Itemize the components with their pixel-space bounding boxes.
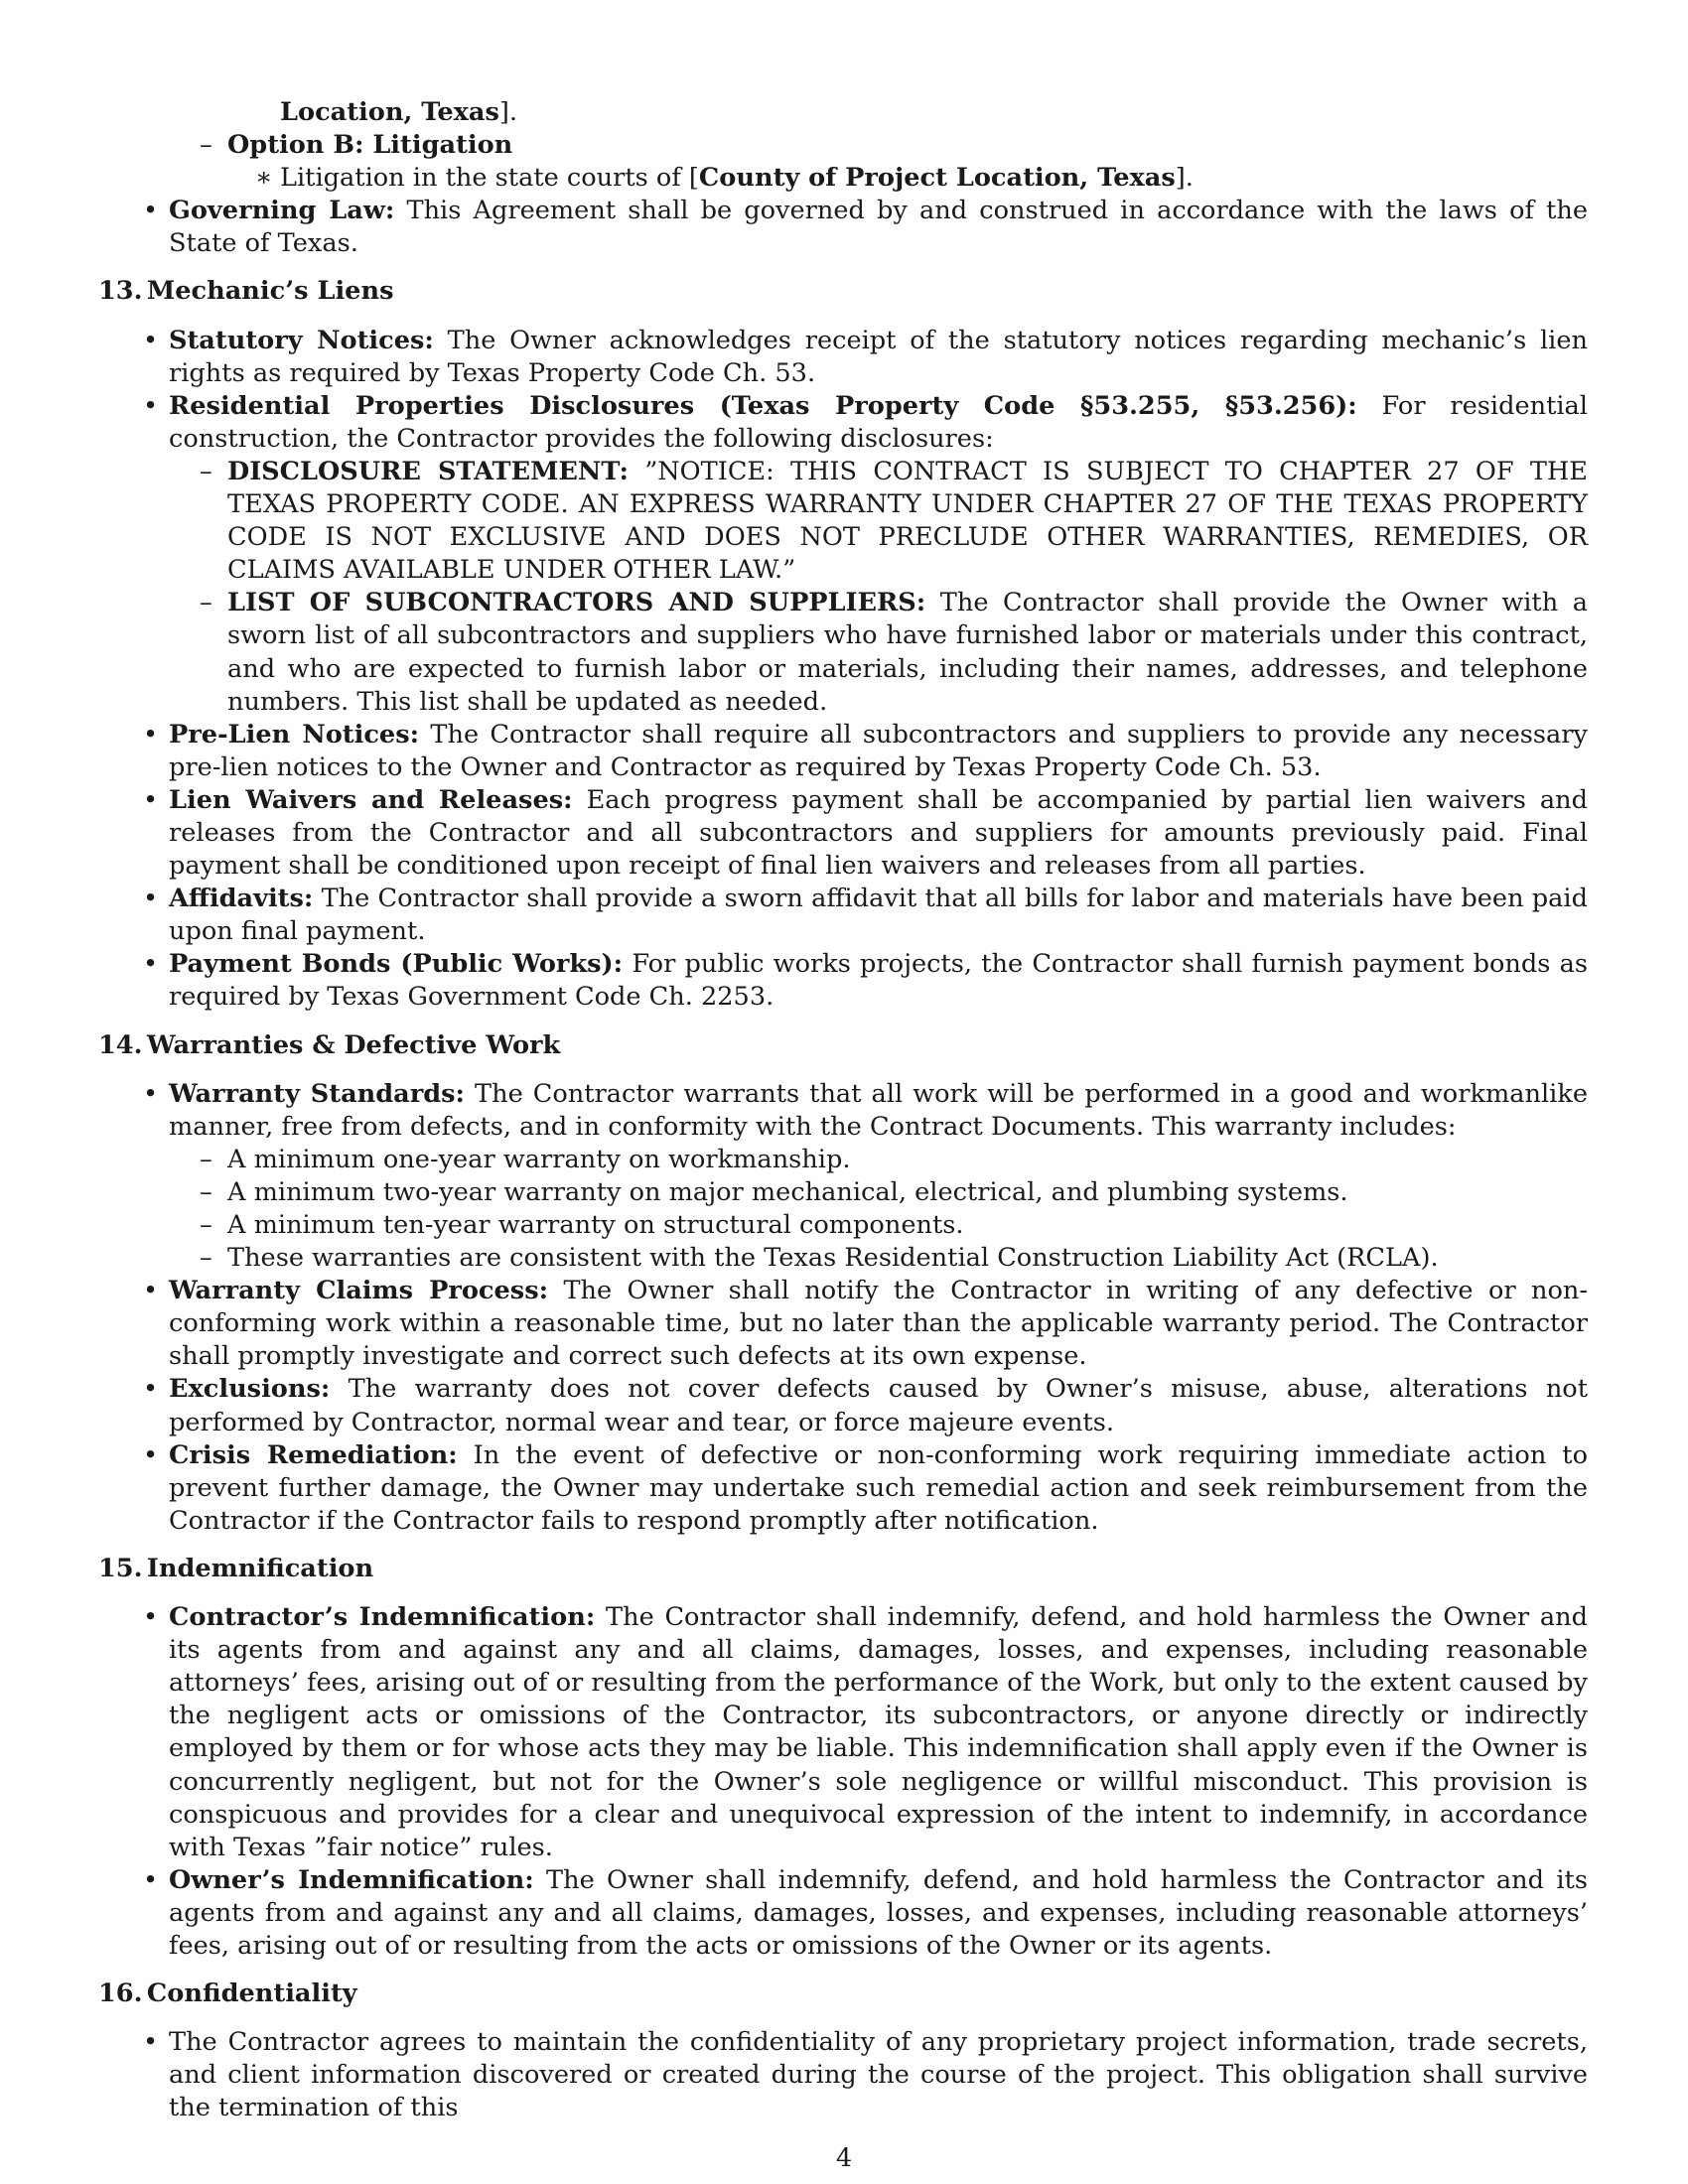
bullet-marker: • [143, 390, 159, 421]
item-label: Warranty Claims Process: [169, 1276, 549, 1306]
bullet-marker: • [143, 196, 159, 226]
bullet-marker: • [143, 719, 159, 750]
page-content [98, 96, 1588, 2124]
bullet-marker: • [143, 949, 159, 980]
subitem-text: A minimum two-year warranty on major mechanical, electrical, and plumbing systems. [227, 1176, 1348, 1207]
subitem-text: A minimum one-year warranty on workmanship. [227, 1144, 851, 1174]
dash-marker: – [200, 588, 212, 618]
county-bold: County of Project Location, Texas [698, 163, 1176, 194]
payment-bonds-item [143, 948, 1589, 1014]
item-label: Owner’s Indemnification: [169, 1864, 534, 1895]
item-label: Pre-Lien Notices: [169, 719, 420, 750]
star-marker: ∗ [255, 163, 273, 194]
option-b-item [200, 129, 1588, 162]
page-number: 4 [835, 2143, 853, 2173]
residential-disclosures-item [143, 390, 1588, 456]
item-text: The Contractor shall require all subcontractors and suppliers to provide any necessary pre-lien notices to the Owner and Contractor as required by Texas Property Code Ch. 53. [169, 719, 1589, 782]
section-title: Mechanic’s Liens [146, 276, 394, 307]
warranty-subitem [200, 1144, 1588, 1176]
dash-marker: – [200, 1210, 212, 1240]
item-label: Governing Law: [169, 196, 395, 226]
pre-lien-notices-item [143, 719, 1589, 784]
item-label: LIST OF SUBCONTRACTORS AND SUPPLIERS: [227, 588, 926, 618]
subcontractors-list-item [200, 587, 1588, 718]
bullet-marker: • [143, 1602, 159, 1633]
item-label: Statutory Notices: [169, 325, 434, 355]
bullet-marker: • [143, 1864, 159, 1895]
section-heading-15 [98, 1553, 1588, 1585]
section-number: 16. [98, 1979, 143, 2009]
dash-marker: – [200, 1176, 212, 1207]
continuation-line: Location, Texas]. [280, 97, 518, 127]
exclusions-item [143, 1373, 1588, 1438]
item-label: Affidavits: [169, 884, 314, 914]
lien-waivers-item [143, 784, 1588, 883]
section-title: Warranties & Defective Work [146, 1029, 561, 1060]
warranty-subitem [200, 1209, 1588, 1242]
item-text: The Contractor shall indemnify, defend, and hold harmless the Owner and its agents from and against any and all claims, damages, losses, and expenses, including reasonable attorneys’ fees, arising out of or resulting from the performance of the Work, but only to the extent caused by the negligent acts or omissions of the Contractor, its subcontractors, or anyone directly or indirectly employed by them or for whose acts they may be liable. This indemnification shall apply even if the Owner is concurrently negligent, but not for the Owner’s sole negligence or willful misconduct. This provision is conspicuous and provides for a clear and unequivocal expression of the intent to indemnify, in accordance with Texas ”fair notice” rules. [169, 1602, 1588, 1862]
item-label: Crisis Remediation: [169, 1439, 458, 1470]
confidentiality-item [143, 2026, 1588, 2124]
option-b-label: Option B: Litigation [227, 130, 513, 161]
section-title: Indemnification [146, 1553, 374, 1583]
section-heading-14 [98, 1029, 1588, 1062]
item-label: Warranty Standards: [169, 1078, 465, 1109]
contractor-indemnification-item [143, 1601, 1588, 1864]
item-text: The Contractor agrees to maintain the confidentiality of any proprietary project information, trade secrets, and client information discovered or created during the course of the project. This obligation shall survive the termination of this [169, 2027, 1588, 2123]
statutory-notices-item [143, 325, 1588, 390]
item-label: Exclusions: [169, 1374, 331, 1405]
dash-marker: – [200, 130, 212, 161]
affidavits-item [143, 883, 1588, 948]
subitem-text: These warranties are consistent with the Texas Residential Construction Liability Act (RCLA). [227, 1243, 1439, 1274]
warranty-subitem [200, 1242, 1588, 1275]
bullet-marker: • [143, 2027, 159, 2058]
section-number: 14. [98, 1029, 143, 1060]
item-text: For public works projects, the Contractor shall furnish payment bonds as required by Texas Government Code Ch. 2253. [169, 949, 1589, 1013]
warranty-subitem [200, 1176, 1588, 1209]
section-heading-13 [98, 275, 1588, 308]
item-text: The Contractor shall provide a sworn affidavit that all bills for labor and materials have been paid upon final payment. [169, 884, 1588, 947]
item-label: Payment Bonds (Public Works): [169, 949, 624, 980]
subitem-text: A minimum ten-year warranty on structural components. [227, 1210, 964, 1240]
dash-marker: – [200, 456, 212, 486]
item-text: The Owner shall notify the Contractor in writing of any defective or non-conforming work within a reasonable time, but no later than the applicable warranty period. The Contractor shall promptly investigate and correct such defects at its own expense. [169, 1276, 1588, 1372]
item-text: The warranty does not cover defects caused by Owner’s misuse, abuse, alterations not performed by Contractor, normal wear and tear, or force majeure events. [169, 1374, 1588, 1437]
item-text: For residential construction, the Contractor provides the following disclosures: [169, 390, 1588, 454]
bullet-marker: • [143, 884, 159, 914]
litigation-item: ∗ Litigation in the state courts of [County of Project Location, Texas]. [280, 162, 1588, 195]
bullet-marker: • [143, 1439, 159, 1470]
warranty-standards-item [143, 1078, 1588, 1144]
item-text: In the event of defective or non-conforming work requiring immediate action to prevent further damage, the Owner may undertake such remedial action and seek reimbursement from the Contractor if the Contractor fails to respond promptly after notification. [169, 1439, 1588, 1536]
section-title: Confidentiality [146, 1979, 357, 2009]
item-label: Contractor’s Indemnification: [169, 1602, 596, 1633]
item-label: DISCLOSURE STATEMENT: [227, 456, 629, 486]
item-text: The Contractor warrants that all work will be performed in a good and workmanlike manner, free from defects, and in conformity with the Contract Documents. This warranty includes: [169, 1078, 1588, 1142]
item-text: Each progress payment shall be accompanied by partial lien waivers and releases from the Contractor and all subcontractors and suppliers for amounts previously paid. Final payment shall be conditioned upon receipt of final lien waivers and releases from all parties. [169, 784, 1588, 882]
governing-law-item [143, 195, 1589, 260]
bullet-marker: • [143, 784, 159, 815]
bullet-marker: • [143, 1078, 159, 1109]
location-bold: Location, Texas [280, 97, 499, 127]
dash-marker: – [200, 1144, 212, 1174]
item-label: Residential Properties Disclosures (Texas Property Code §53.255, §53.256): [169, 390, 1357, 421]
bullet-marker: • [143, 1276, 159, 1306]
dash-marker: – [200, 1243, 212, 1274]
owner-indemnification-item [143, 1864, 1588, 1963]
item-text: The Owner shall indemnify, defend, and hold harmless the Contractor and its agents from and against any and all claims, damages, losses, and expenses, including reasonable attorneys’ fees, arising out of or resulting from the acts or omissions of the Owner or its agents. [169, 1864, 1588, 1961]
item-text: The Owner acknowledges receipt of the statutory notices regarding mechanic’s lien rights as required by Texas Property Code Ch. 53. [169, 325, 1588, 388]
item-label: Lien Waivers and Releases: [169, 784, 573, 815]
crisis-remediation-item [143, 1439, 1588, 1538]
item-text: The Contractor shall provide the Owner with a sworn list of all subcontractors and suppliers who have furnished labor or materials under this contract, and who are expected to furnish labor or materials, including their names, addresses, and telephone numbers. This list shall be updated as needed. [227, 588, 1588, 717]
bullet-marker: • [143, 1374, 159, 1405]
bullet-marker: • [143, 325, 159, 355]
section-number: 13. [98, 276, 143, 307]
warranty-claims-item [143, 1275, 1588, 1373]
section-number: 15. [98, 1553, 143, 1583]
section-heading-16 [98, 1978, 1588, 2010]
disclosure-statement-item [200, 456, 1588, 587]
item-text: This Agreement shall be governed by and construed in accordance with the laws of the State of Texas. [169, 196, 1589, 259]
item-text: ”NOTICE: THIS CONTRACT IS SUBJECT TO CHAPTER 27 OF THE TEXAS PROPERTY CODE. AN EXPRESS WARRANTY UNDER CHAPTER 27 OF THE TEXAS PROPERTY CODE IS NOT EXCLUSIVE AND DOES NOT PRECLUDE OTHER WARRANTIES, REMEDIES, OR CLAIMS AVAILABLE UNDER OTHER LAW.” [227, 456, 1588, 586]
